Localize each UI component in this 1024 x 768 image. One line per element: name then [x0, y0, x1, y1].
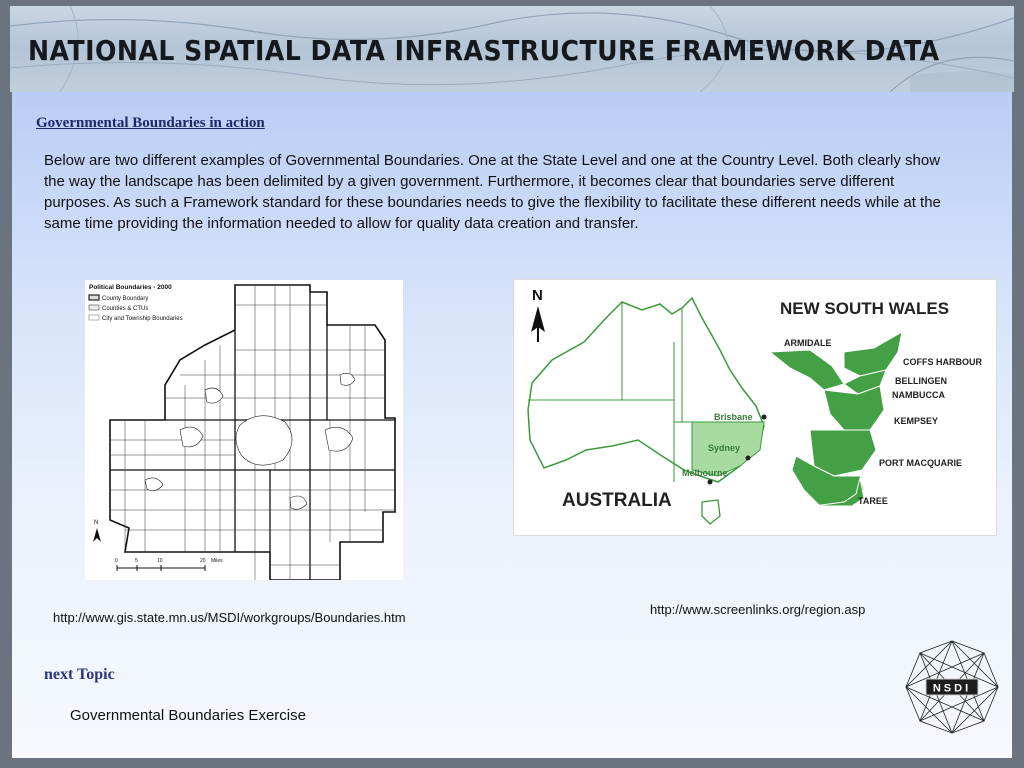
country-label: AUSTRALIA [562, 490, 672, 511]
legend-swatch-ctu [89, 305, 99, 310]
scale-bar [115, 558, 223, 571]
sydney-dot [746, 456, 751, 461]
nsdi-logo [902, 637, 1002, 737]
brisbane-dot [762, 415, 767, 420]
next-topic-link[interactable]: next Topic [44, 666, 115, 683]
legend-swatch-city [89, 315, 99, 320]
svg-text:10: 10 [157, 558, 163, 564]
tasmania-outline [702, 500, 720, 524]
svg-text:ARMIDALE: ARMIDALE [784, 338, 832, 348]
header-banner [10, 6, 1014, 92]
svg-text:KEMPSEY: KEMPSEY [894, 416, 939, 426]
legend-item-county: County Boundary [102, 296, 149, 302]
melbourne-dot [708, 480, 713, 485]
city-sydney: Sydney [708, 443, 741, 453]
banner-title: NATIONAL SPATIAL DATA INFRASTRUCTURE FRAMEWORK DATA [28, 34, 940, 67]
svg-text:TAREE: TAREE [858, 496, 888, 506]
svg-text:NAMBUCCA: NAMBUCCA [892, 390, 945, 400]
city-brisbane: Brisbane [714, 412, 753, 422]
nsw-north-label: N [532, 287, 543, 304]
nsw-regions [770, 332, 902, 506]
legend-swatch-county [89, 295, 99, 300]
source-link-mn[interactable]: http://www.gis.state.mn.us/MSDI/workgroups/Boundaries.htm [53, 610, 406, 625]
region-title: NEW SOUTH WALES [780, 299, 950, 318]
svg-text:20: 20 [200, 558, 206, 564]
section-title: Governmental Boundaries in action [36, 115, 265, 131]
content-area [12, 92, 1012, 758]
map-legend-title: Political Boundaries - 2000 [89, 284, 172, 291]
new-south-wales-map [513, 279, 997, 536]
svg-text:PORT MACQUARIE: PORT MACQUARIE [879, 458, 962, 468]
city-melbourne: Melbourne [682, 468, 728, 478]
political-boundaries-map-image [85, 280, 403, 580]
svg-text:0: 0 [115, 558, 118, 564]
exercise-link[interactable]: Governmental Boundaries Exercise [70, 707, 306, 724]
north-label: N [94, 520, 99, 526]
intro-paragraph: Below are two different examples of Governmental Boundaries. One at the State Level and one at the Country Level. Both clearly show the way the landscape has been delimited by a given government. Furthermore, it becomes clear that boundaries serve different purposes. As such a Framework standard for these boundaries needs to give the flexibility to facilitate these different needs while at the same time providing the information needed to allow for quality data creation and transfer. [44, 152, 941, 232]
political-boundaries-map [85, 280, 403, 580]
north-arrow-icon [93, 528, 101, 542]
svg-text:COFFS HARBOUR: COFFS HARBOUR [903, 357, 982, 367]
svg-text:BELLINGEN: BELLINGEN [895, 376, 948, 386]
legend-item-city: City and Township Boundaries [102, 316, 183, 322]
new-south-wales-map-image [514, 280, 996, 535]
nsdi-logo-text: NSDI [932, 682, 972, 695]
source-link-screenlinks[interactable]: http://www.screenlinks.org/region.asp [650, 602, 866, 617]
legend-item-ctu: Counties & CTUs [102, 306, 149, 312]
svg-text:5: 5 [135, 558, 138, 564]
svg-text:Miles: Miles [211, 558, 223, 564]
